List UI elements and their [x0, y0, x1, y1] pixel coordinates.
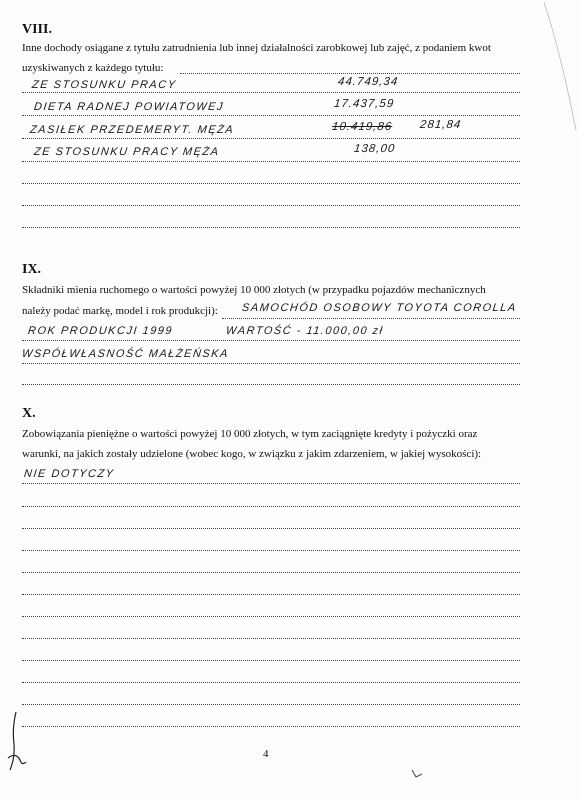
section-ix-text-2: należy podać markę, model i rok produkcji): — [22, 305, 218, 317]
vehicle-value: WARTOŚĆ - 11.000,00 zł — [225, 325, 385, 337]
section-viii-text-2: uzyskiwanych z każdego tytułu: — [22, 62, 164, 74]
vehicle-description: SAMOCHÓD OSOBOWY TOYOTA COROLLA — [241, 302, 518, 314]
blank-row — [22, 664, 520, 683]
blank-row — [22, 642, 520, 661]
initials-signature — [2, 708, 32, 778]
entry-amount-struck: 10.419,86 — [331, 121, 393, 133]
blank-row — [22, 708, 520, 727]
section-x-title: X. — [22, 406, 36, 421]
blank-row — [22, 165, 520, 184]
liabilities-answer: NIE DOTYCZY — [23, 468, 116, 480]
dotted-line — [222, 317, 520, 319]
scan-edge-artifact — [540, 0, 580, 140]
blank-row — [22, 576, 520, 595]
blank-row — [22, 209, 520, 228]
section-x-text-2: warunki, na jakich zostały udzielone (wobec kogo, w związku z jakim zdarzeniem, w jakiej wysokości): — [22, 448, 482, 460]
vehicle-ownership: WSPÓŁWŁASNOŚĆ MAŁŻEŃSKA — [21, 348, 230, 360]
entry-amount: 138,00 — [353, 143, 396, 155]
blank-row — [22, 366, 520, 385]
blank-row — [22, 532, 520, 551]
vehicle-year: ROK PRODUKCJI 1999 — [27, 325, 174, 337]
blank-row — [22, 187, 520, 206]
entry-label: DIETA RADNEJ POWIATOWEJ — [33, 101, 225, 113]
blank-row — [22, 488, 520, 507]
entry-label: ZE STOSUNKU PRACY — [31, 79, 178, 91]
section-ix-text-1: Składniki mienia ruchomego o wartości powyżej 10 000 złotych (w przypadku pojazdów mechanicznych — [22, 284, 486, 296]
section-ix-title: IX. — [22, 262, 42, 277]
entry-amount: 281,84 — [419, 119, 462, 131]
blank-row — [22, 686, 520, 705]
page-number: 4 — [263, 748, 269, 760]
entry-label: ZE STOSUNKU PRACY MĘŻA — [33, 146, 221, 158]
blank-row — [22, 598, 520, 617]
blank-row — [22, 554, 520, 573]
tick-mark — [410, 768, 424, 780]
section-viii-text-1: Inne dochody osiągane z tytułu zatrudnienia lub innej działalności zarobkowej lub zajęć, z podaniem kwot — [22, 42, 491, 54]
entry-amount: 44.749,34 — [337, 76, 399, 88]
section-x-text-1: Zobowiązania pieniężne o wartości powyżej 10 000 złotych, w tym zaciągnięte kredyty i pożyczki oraz — [22, 428, 478, 440]
entry-amount: 17.437,59 — [333, 98, 395, 110]
blank-row — [22, 620, 520, 639]
entry-label: ZASIŁEK PRZEDEMERYT. MĘŻA — [29, 124, 235, 136]
blank-row — [22, 510, 520, 529]
section-viii-title: VIII. — [22, 22, 52, 37]
